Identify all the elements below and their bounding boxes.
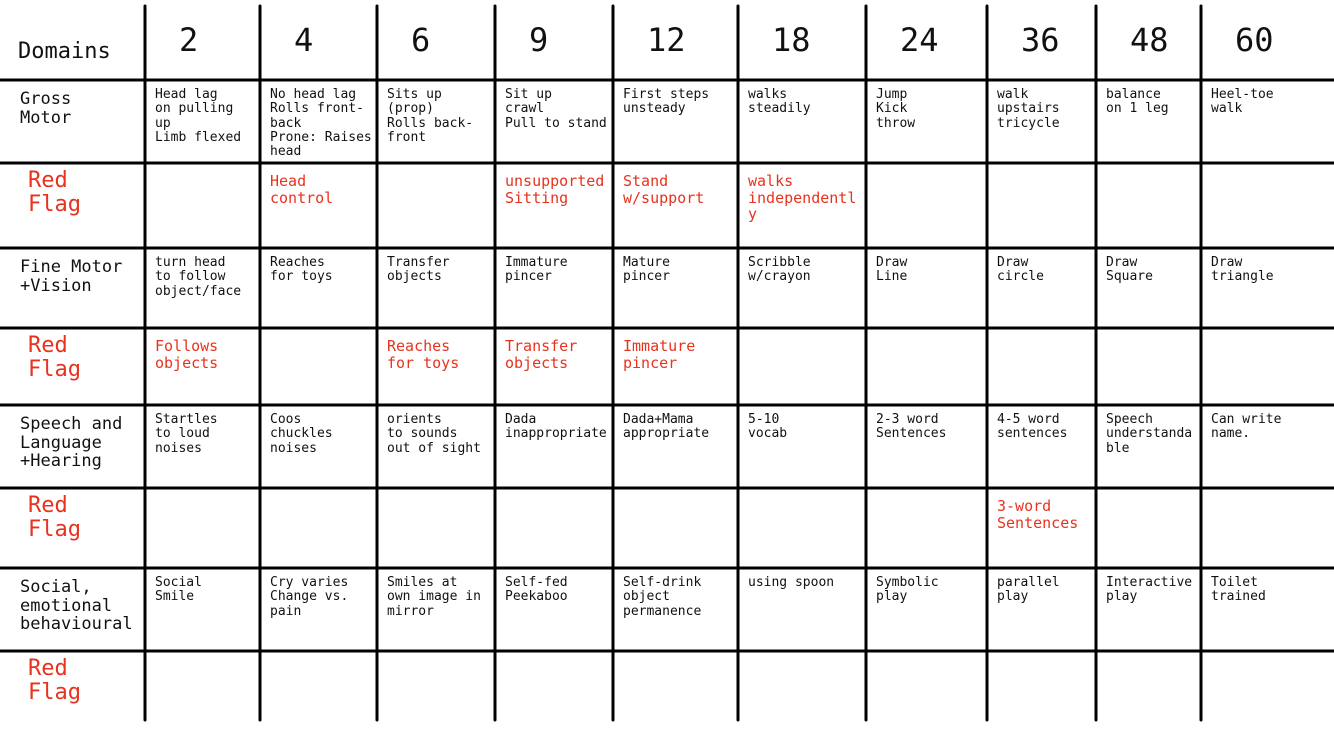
age-header: [260, 0, 377, 80]
red-flag-cell: [260, 651, 377, 738]
milestone-cell: [260, 80, 377, 163]
milestone-cell-text: Self-fed Peekaboo: [505, 575, 568, 605]
milestone-cell: [1201, 80, 1334, 163]
age-header-text: 24: [900, 21, 939, 59]
red-flag-label: [0, 651, 145, 738]
domain-label: [0, 568, 145, 651]
red-flag-cell: [1201, 488, 1334, 568]
red-flag-cell: [377, 651, 495, 738]
milestone-cell-text: Draw Square: [1106, 255, 1153, 285]
milestone-cell: [613, 248, 738, 328]
milestone-cell: [613, 568, 738, 651]
milestone-cell-text: Draw Line: [876, 255, 908, 285]
milestone-cell: [377, 80, 495, 163]
age-header: [495, 0, 613, 80]
milestone-cell-text: walk upstairs tricycle: [997, 87, 1060, 131]
milestone-cell: [1096, 248, 1201, 328]
red-flag-label-text: Red Flag: [28, 168, 81, 218]
red-flag-cell: [260, 163, 377, 248]
milestone-cell: [866, 568, 987, 651]
milestone-cell-text: using spoon: [748, 575, 835, 590]
age-header-text: 48: [1130, 21, 1169, 59]
milestone-cell-text: Heel-toe walk: [1211, 87, 1274, 117]
red-flag-label: [0, 163, 145, 248]
red-flag-cell: [613, 488, 738, 568]
milestone-cell: [495, 568, 613, 651]
domain-label: [0, 405, 145, 488]
red-flag-cell-text: walks independently: [748, 172, 857, 223]
age-header-text: 36: [1021, 21, 1060, 59]
domains-header-text: Domains: [18, 39, 111, 64]
milestone-cell: [145, 80, 260, 163]
milestone-cell-text: Toilet trained: [1211, 575, 1266, 605]
milestone-cell: [377, 248, 495, 328]
red-flag-cell: [1201, 651, 1334, 738]
milestone-cell-text: Immature pincer: [505, 255, 568, 285]
red-flag-cell: [738, 651, 866, 738]
milestone-cell-text: Dada inappropriate: [505, 412, 607, 442]
milestone-cell: [738, 248, 866, 328]
milestone-cell-text: Coos chuckles noises: [270, 412, 333, 456]
milestone-cell-text: Mature pincer: [623, 255, 670, 285]
age-header: [377, 0, 495, 80]
red-flag-cell: [495, 328, 613, 405]
milestone-cell-text: Sits up (prop) Rolls back-front: [387, 87, 474, 145]
age-header: [738, 0, 866, 80]
red-flag-cell: [1096, 328, 1201, 405]
milestone-cell-text: orients to sounds out of sight: [387, 412, 481, 456]
milestone-cell-text: No head lag Rolls front-back Prone: Raises head: [270, 87, 372, 160]
red-flag-cell: [866, 488, 987, 568]
milestone-cell: [260, 568, 377, 651]
milestone-cell: [987, 80, 1096, 163]
milestone-cell: [1096, 80, 1201, 163]
age-header-text: 4: [294, 21, 314, 59]
domain-label-text: Social, emotional behavioural: [20, 577, 133, 635]
milestone-cell: [613, 80, 738, 163]
milestone-cell-text: Startles to loud noises: [155, 412, 218, 456]
milestone-cell: [377, 405, 495, 488]
red-flag-cell: [1201, 328, 1334, 405]
milestone-cell: [1201, 248, 1334, 328]
age-header-text: 2: [179, 21, 199, 59]
age-header-text: 60: [1235, 21, 1274, 59]
milestone-cell-text: parallel play: [997, 575, 1060, 605]
red-flag-cell: [260, 488, 377, 568]
red-flag-cell: [613, 328, 738, 405]
milestone-cell: [738, 80, 866, 163]
red-flag-cell-text: Head control: [270, 172, 334, 207]
milestone-cell: [145, 568, 260, 651]
milestone-cell-text: Self-drink object permanence: [623, 575, 702, 619]
red-flag-cell: [495, 651, 613, 738]
red-flag-label: [0, 328, 145, 405]
red-flag-cell-text: Immature pincer: [623, 337, 696, 372]
milestone-cell-text: Transfer objects: [387, 255, 450, 285]
milestone-cell: [738, 568, 866, 651]
milestone-cell-text: 2-3 word Sentences: [876, 412, 947, 442]
milestone-cell-text: Interactive play: [1106, 575, 1193, 605]
red-flag-cell: [866, 651, 987, 738]
milestone-cell-text: 4-5 word sentences: [997, 412, 1068, 442]
milestone-cell: [866, 248, 987, 328]
milestone-cell-text: Can write name.: [1211, 412, 1282, 442]
milestone-cell: [1096, 405, 1201, 488]
red-flag-cell-text: Reaches for toys: [387, 337, 460, 372]
domains-header: [0, 0, 145, 80]
red-flag-cell: [738, 163, 866, 248]
red-flag-cell: [145, 163, 260, 248]
red-flag-cell: [987, 651, 1096, 738]
red-flag-cell: [1096, 651, 1201, 738]
milestone-cell: [738, 405, 866, 488]
red-flag-label: [0, 488, 145, 568]
milestone-cell: [866, 405, 987, 488]
milestone-cell-text: 5-10 vocab: [748, 412, 788, 442]
red-flag-cell: [495, 488, 613, 568]
red-flag-cell: [613, 651, 738, 738]
age-header: [987, 0, 1096, 80]
red-flag-cell: [738, 488, 866, 568]
milestone-cell-text: balance on 1 leg: [1106, 87, 1169, 117]
red-flag-cell: [1096, 488, 1201, 568]
red-flag-cell-text: unsupported Sitting: [505, 172, 605, 207]
age-header: [613, 0, 738, 80]
milestone-cell: [260, 405, 377, 488]
milestone-cell: [613, 405, 738, 488]
milestone-cell-text: Speech understandable: [1106, 412, 1193, 456]
red-flag-cell: [866, 163, 987, 248]
red-flag-cell: [1096, 163, 1201, 248]
red-flag-cell: [145, 651, 260, 738]
red-flag-cell: [866, 328, 987, 405]
red-flag-cell: [145, 328, 260, 405]
milestone-cell: [495, 80, 613, 163]
red-flag-label-text: Red Flag: [28, 493, 81, 543]
milestone-cell: [495, 248, 613, 328]
milestone-cell-text: Head lag on pulling up Limb flexed: [155, 87, 242, 145]
milestone-cell: [377, 568, 495, 651]
milestone-cell: [260, 248, 377, 328]
age-header-text: 18: [772, 21, 811, 59]
milestone-cell-text: Smiles at own image in mirror: [387, 575, 481, 619]
age-header: [866, 0, 987, 80]
red-flag-cell: [987, 163, 1096, 248]
age-header-text: 9: [529, 21, 549, 59]
red-flag-cell-text: Transfer objects: [505, 337, 578, 372]
milestone-cell: [1201, 405, 1334, 488]
red-flag-cell-text: Follows objects: [155, 337, 219, 372]
red-flag-cell-text: Stand w/support: [623, 172, 705, 207]
milestone-cell: [1201, 568, 1334, 651]
milestone-cell-text: Cry varies Change vs. pain: [270, 575, 349, 619]
milestone-cell-text: Reaches for toys: [270, 255, 333, 285]
red-flag-cell: [377, 163, 495, 248]
red-flag-cell: [987, 488, 1096, 568]
milestone-cell: [145, 405, 260, 488]
milestone-cell-text: Draw circle: [997, 255, 1044, 285]
domain-label-text: Speech and Language +Hearing: [20, 414, 123, 472]
age-header-text: 12: [647, 21, 686, 59]
milestone-cell-text: walks steadily: [748, 87, 811, 117]
milestone-cell: [987, 568, 1096, 651]
milestone-cell: [987, 248, 1096, 328]
red-flag-cell: [145, 488, 260, 568]
milestone-cell-text: Scribble w/crayon: [748, 255, 811, 285]
red-flag-cell: [613, 163, 738, 248]
age-header: [1201, 0, 1334, 80]
milestone-cell-text: Social Smile: [155, 575, 202, 605]
age-header: [1096, 0, 1201, 80]
red-flag-cell-text: 3-word Sentences: [997, 497, 1079, 532]
milestone-cell-text: Jump Kick throw: [876, 87, 916, 131]
milestone-cell-text: turn head to follow object/face: [155, 255, 242, 299]
milestone-cell: [495, 405, 613, 488]
milestone-cell: [987, 405, 1096, 488]
red-flag-cell: [1201, 163, 1334, 248]
domain-label: [0, 80, 145, 163]
age-header: [145, 0, 260, 80]
red-flag-label-text: Red Flag: [28, 656, 81, 706]
red-flag-cell: [260, 328, 377, 405]
red-flag-cell: [495, 163, 613, 248]
age-header-text: 6: [411, 21, 431, 59]
domain-label-text: Fine Motor +Vision: [20, 257, 123, 296]
milestone-cell: [1096, 568, 1201, 651]
red-flag-cell: [738, 328, 866, 405]
milestone-cell-text: Symbolic play: [876, 575, 939, 605]
milestone-cell: [145, 248, 260, 328]
milestone-cell-text: First steps unsteady: [623, 87, 710, 117]
domain-label-text: Gross Motor: [20, 89, 72, 128]
milestone-cell: [866, 80, 987, 163]
red-flag-cell: [377, 488, 495, 568]
red-flag-label-text: Red Flag: [28, 333, 81, 383]
domain-label: [0, 248, 145, 328]
red-flag-cell: [377, 328, 495, 405]
milestone-cell-text: Dada+Mama appropriate: [623, 412, 710, 442]
milestone-cell-text: Draw triangle: [1211, 255, 1274, 285]
red-flag-cell: [987, 328, 1096, 405]
milestone-cell-text: Sit up crawl Pull to stand: [505, 87, 607, 131]
